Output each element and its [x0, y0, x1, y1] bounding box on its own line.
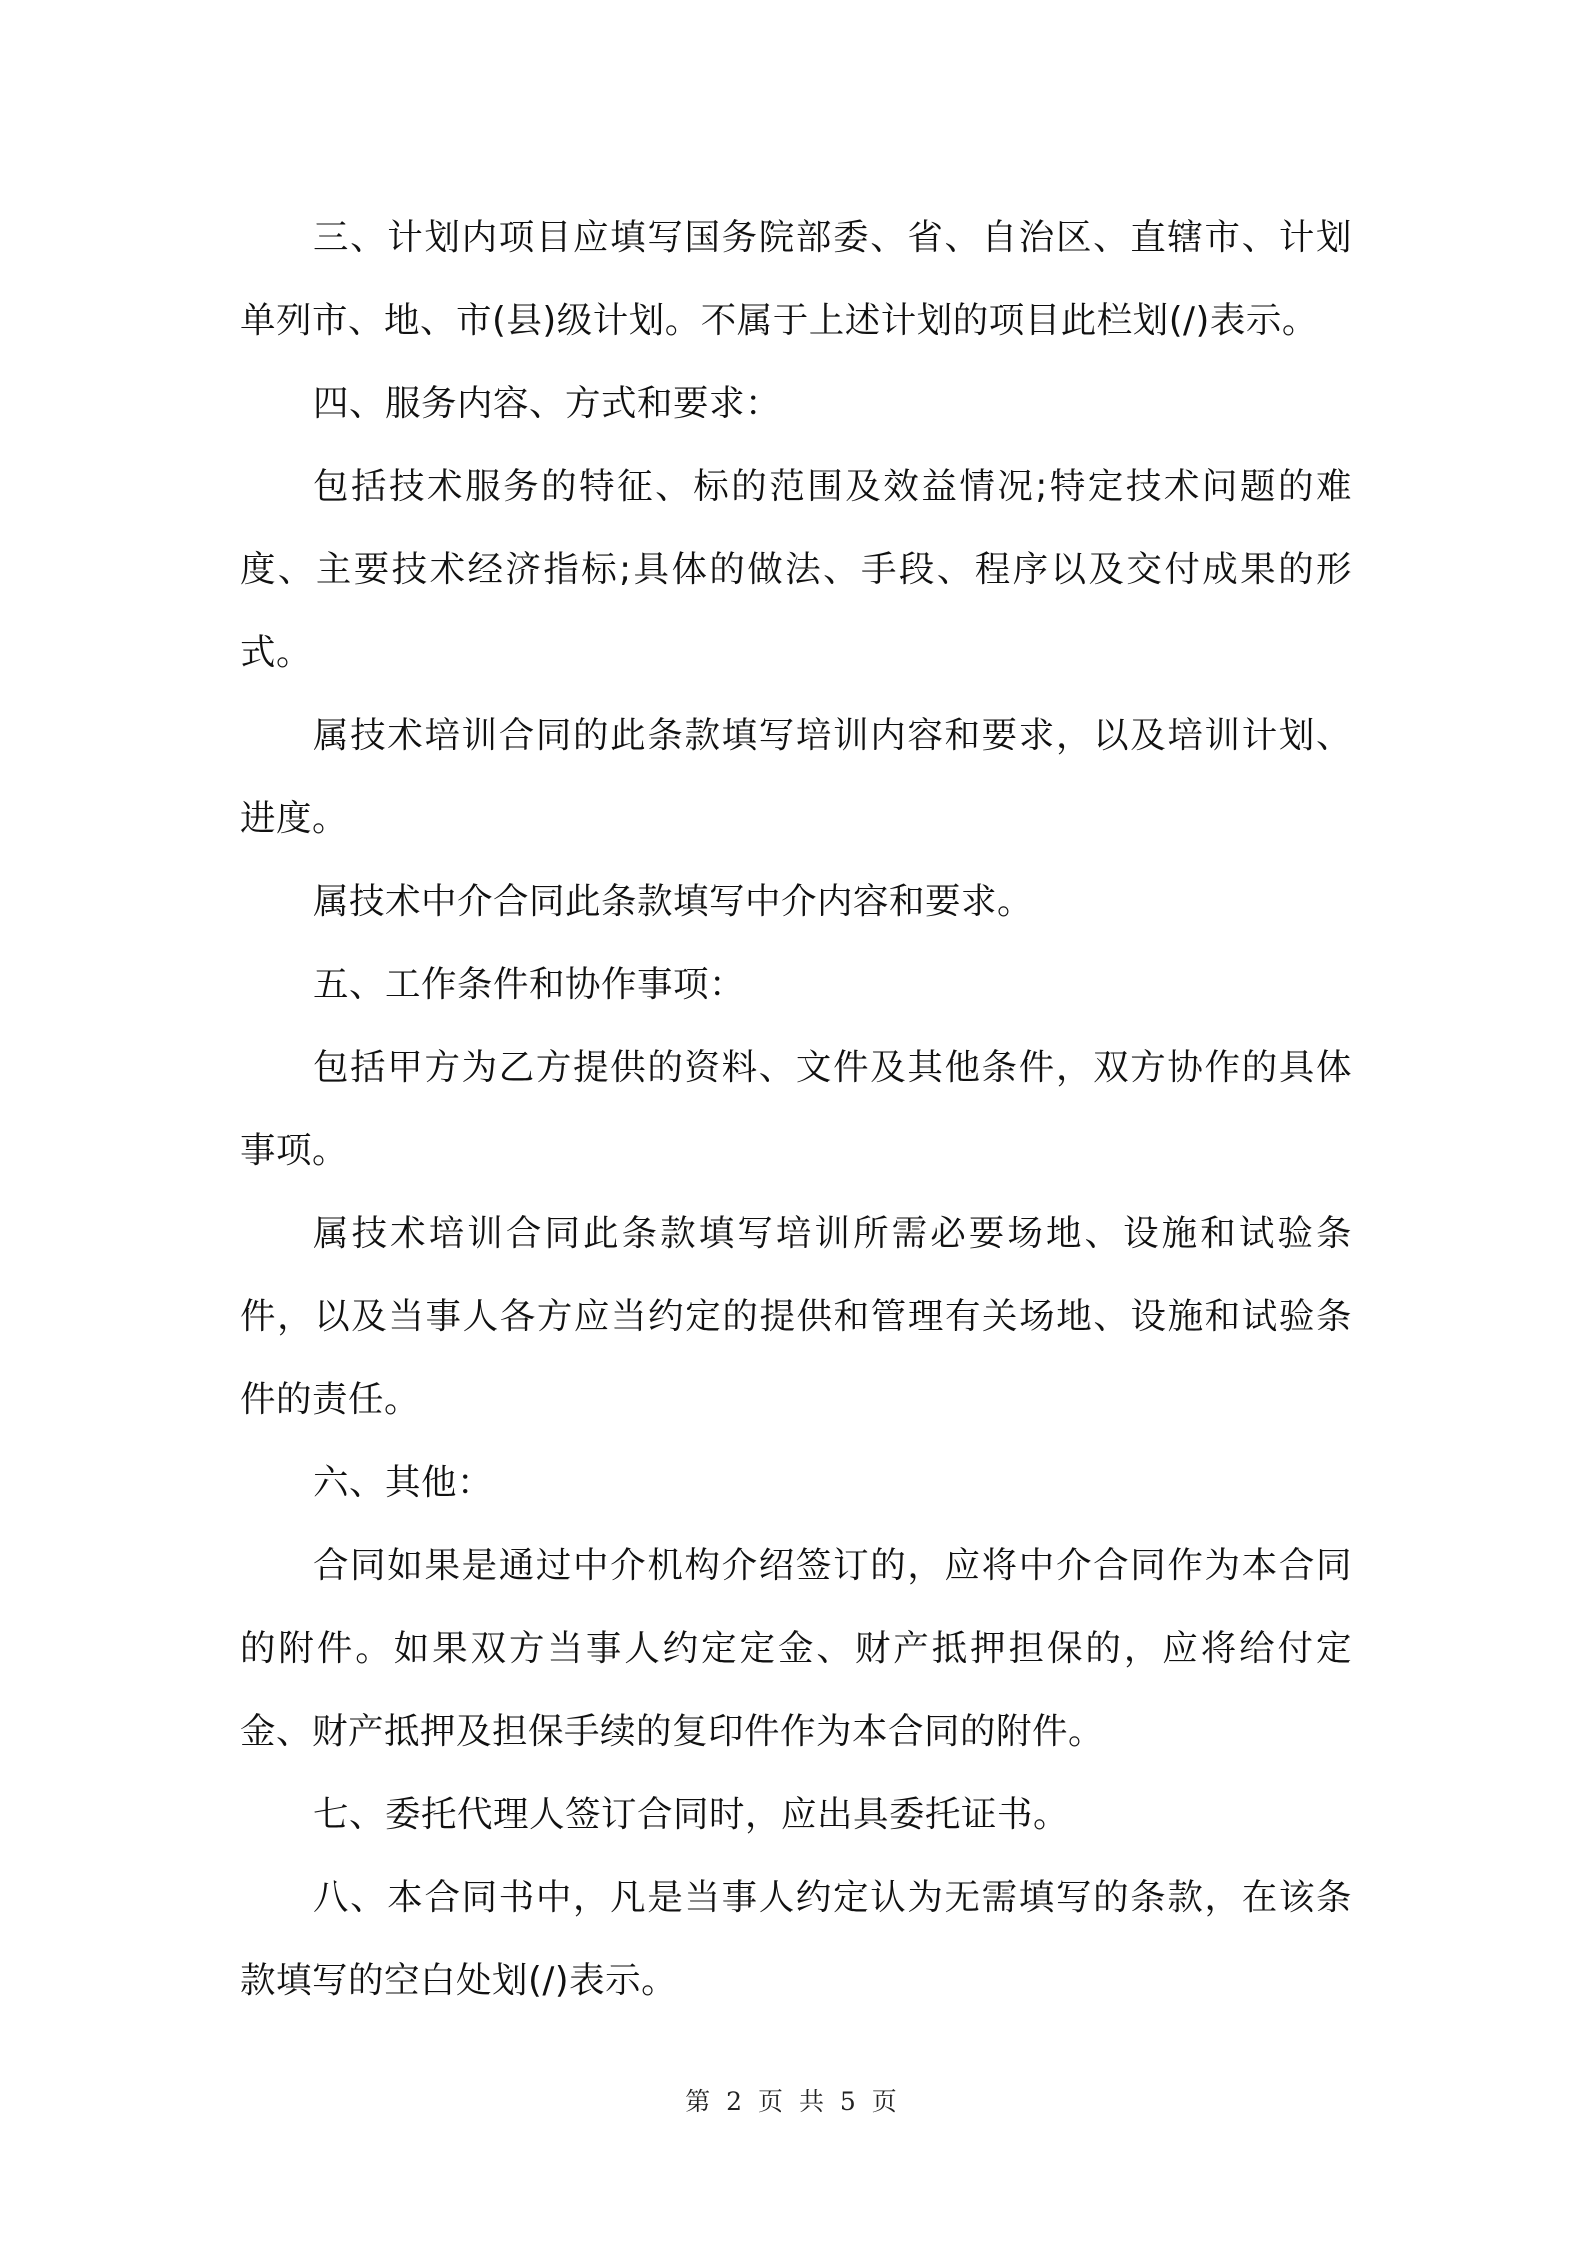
document-body — [240, 196, 1352, 2022]
paragraph-work-conditions: 包括甲方为乙方提供的资料、文件及其他条件，双方协作的具体事项。 — [240, 1047, 1352, 1171]
paragraph-training-conditions: 属技术培训合同此条款填写培训所需必要场地、设施和试验条件，以及当事人各方应当约定的提供和管理有关场地、设施和试验条件的责任。 — [240, 1213, 1352, 1420]
paragraph-item-7: 七、委托代理人签订合同时，应出具委托证书。 — [313, 1794, 1070, 1835]
paragraph-other: 合同如果是通过中介机构介绍签订的，应将中介合同作为本合同的附件。如果双方当事人约定定金、财产抵押担保的，应将给付定金、财产抵押及担保手续的复印件作为本合同的附件。 — [240, 1545, 1352, 1752]
paragraph-service-content: 包括技术服务的特征、标的范围及效益情况;特定技术问题的难度、主要技术经济指标;具体的做法、手段、程序以及交付成果的形式。 — [240, 466, 1352, 673]
paragraph-item-3: 三、计划内项目应填写国务院部委、省、自治区、直辖市、计划单列市、地、市(县)级计划。不属于上述计划的项目此栏划(/)表示。 — [240, 217, 1352, 341]
page-number: 第 2 页 共 5 页 — [685, 2087, 901, 2116]
paragraph-intermediary-content: 属技术中介合同此条款填写中介内容和要求。 — [313, 881, 1034, 922]
section-heading-6: 六、其他： — [313, 1462, 494, 1503]
section-heading-5: 五、工作条件和协作事项： — [313, 964, 746, 1005]
paragraph-training-content: 属技术培训合同的此条款填写培训内容和要求，以及培训计划、进度。 — [240, 715, 1352, 839]
paragraph-item-8: 八、本合同书中，凡是当事人约定认为无需填写的条款，在该条款填写的空白处划(/)表示。 — [240, 1877, 1352, 2001]
section-heading-4: 四、服务内容、方式和要求： — [313, 383, 782, 424]
